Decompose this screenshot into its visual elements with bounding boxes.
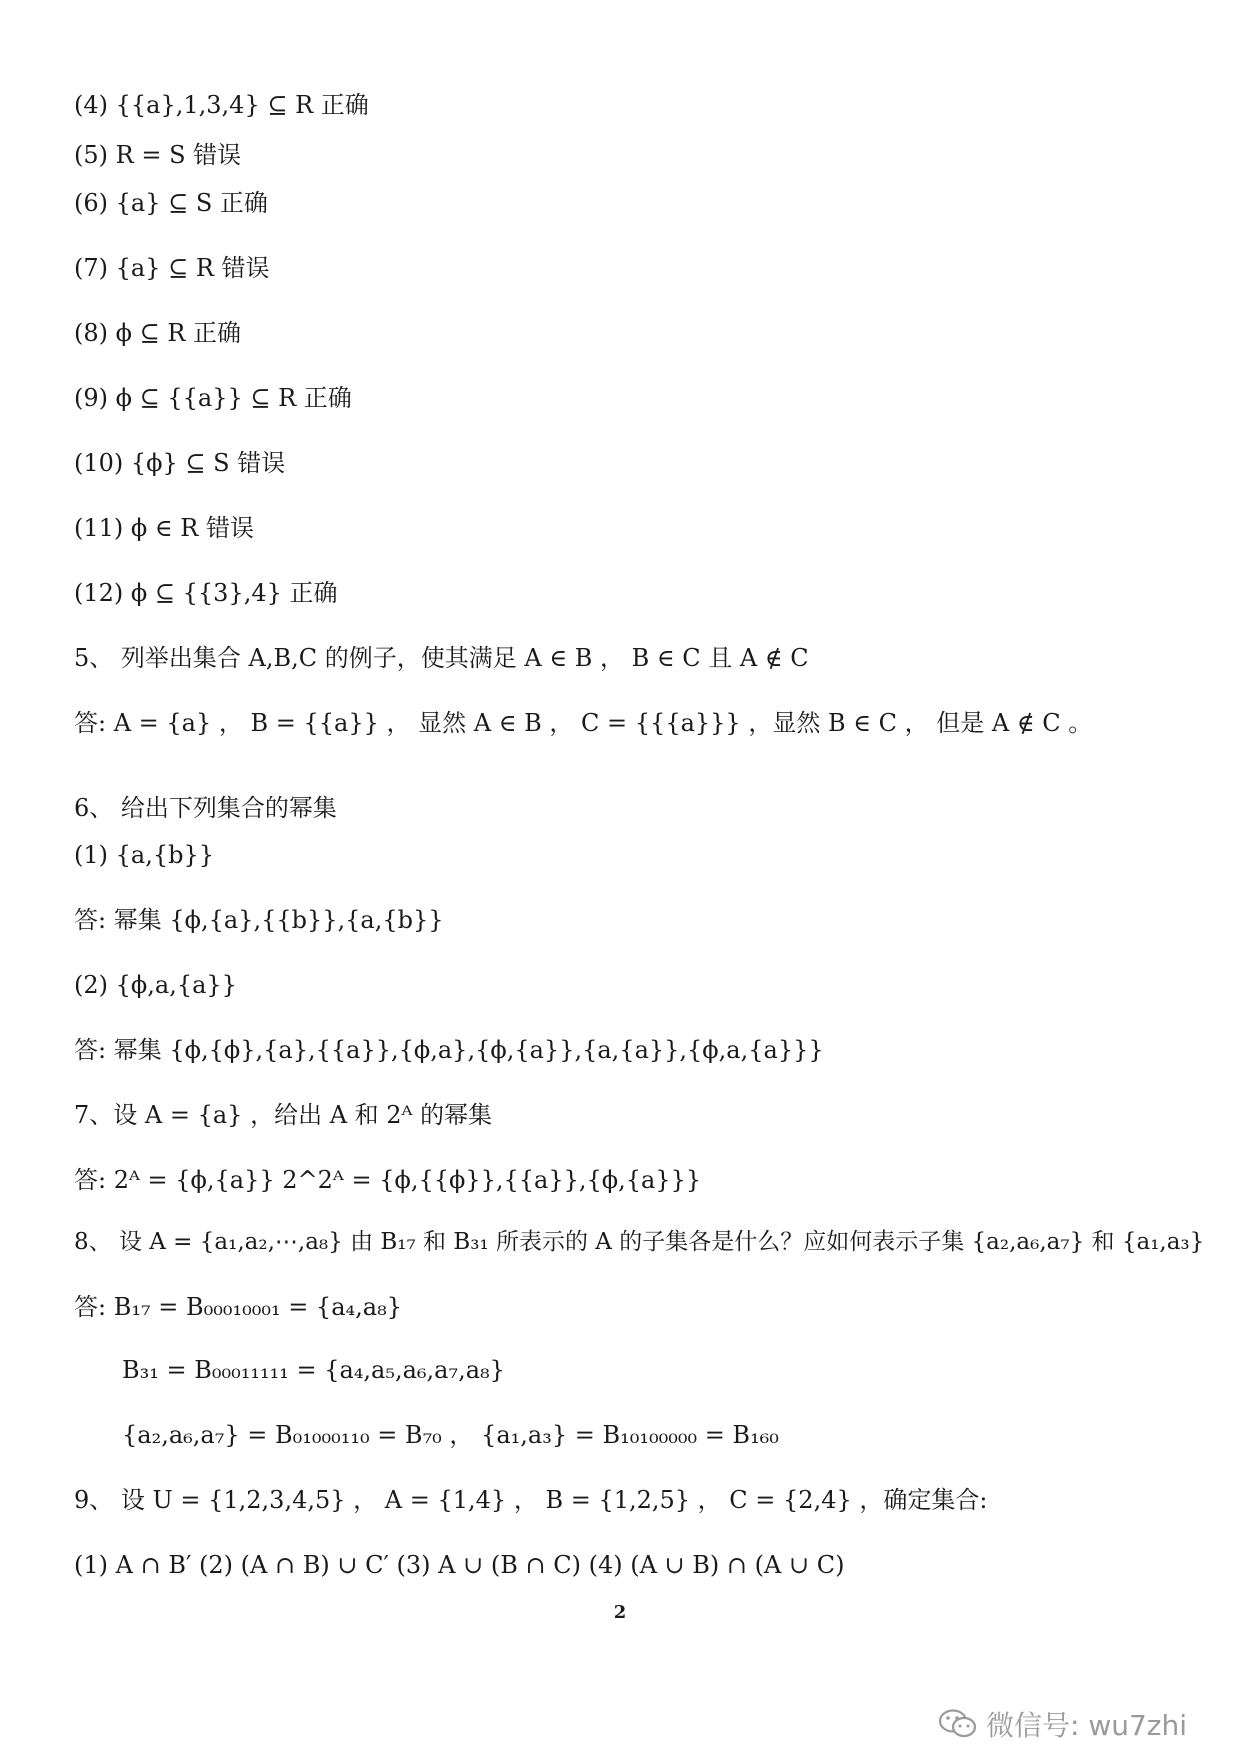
text-line: (10) {ϕ} ⊆ S 错误	[74, 449, 286, 477]
text-line: (2) {ϕ,a,{a}}	[74, 971, 237, 999]
question-9-items: (1) A ∩ B′ (2) (A ∩ B) ∪ C′ (3) A ∪ (B ∩ C) (4) (A ∪ B) ∩ (A ∪ C)	[74, 1551, 845, 1579]
watermark-text: 微信号: wu7zhi	[986, 1709, 1188, 1742]
answer-8: 答: B₁₇ = B₀₀₀₁₀₀₀₁ = {a₄,a₈}	[74, 1293, 402, 1321]
answer-8-line-3: {a₂,a₆,a₇} = B₀₁₀₀₀₁₁₀ = B₇₀ ， {a₁,a₃} = B₁₀₁₀₀₀₀₀ = B₁₆₀	[122, 1421, 779, 1449]
answer-8-line-2: B₃₁ = B₀₀₀₁₁₁₁₁ = {a₄,a₅,a₆,a₇,a₈}	[122, 1356, 505, 1384]
text-line: (11) ϕ ∈ R 错误	[74, 514, 254, 542]
question-5: 5、 列举出集合 A,B,C 的例子，使其满足 A ∈ B ， B ∈ C 且 A ∉ C	[74, 644, 809, 672]
text-line: (7) {a} ⊆ R 错误	[74, 254, 270, 282]
question-8: 8、 设 A = {a₁,a₂,⋯,a₈} 由 B₁₇ 和 B₃₁ 所表示的 A 的子集各是什么？应如何表示子集 {a₂,a₆,a₇} 和 {a₁,a₃}	[74, 1229, 1205, 1255]
text-line: (1) {a,{b}}	[74, 841, 215, 869]
text-line: (4) {{a},1,3,4} ⊆ R 正确	[74, 91, 369, 119]
answer-5: 答: A = {a} ， B = {{a}} ， 显然 A ∈ B ， C = {{{a}}} ，显然 B ∈ C ， 但是 A ∉ C 。	[74, 709, 1093, 737]
watermark	[938, 1704, 1187, 1744]
question-9: 9、 设 U = {1,2,3,4,5} ， A = {1,4} ， B = {1,2,5} ， C = {2,4} ，确定集合:	[74, 1486, 988, 1514]
text-line: (5) R = S 错误	[74, 141, 242, 169]
text-line: (9) ϕ ⊆ {{a}} ⊆ R 正确	[74, 384, 352, 412]
answer-6-1: 答: 幂集 {ϕ,{a},{{b}},{a,{b}}	[74, 906, 444, 934]
wechat-icon	[938, 1708, 978, 1740]
page-number: 2	[613, 1602, 627, 1623]
question-6: 6、 给出下列集合的幂集	[74, 794, 337, 822]
answer-6-2: 答: 幂集 {ϕ,{ϕ},{a},{{a}},{ϕ,a},{ϕ,{a}},{a,{a}},{ϕ,a,{a}}}	[74, 1036, 824, 1064]
text-line: (12) ϕ ⊆ {{3},4} 正确	[74, 579, 338, 607]
text-line: (8) ϕ ⊆ R 正确	[74, 319, 242, 347]
text-line: (6) {a} ⊆ S 正确	[74, 189, 268, 217]
question-7: 7、设 A = {a} ，给出 A 和 2ᴬ 的幂集	[74, 1101, 493, 1129]
answer-7: 答: 2ᴬ = {ϕ,{a}} 2^2ᴬ = {ϕ,{{ϕ}},{{a}},{ϕ,{a}}}	[74, 1166, 702, 1194]
